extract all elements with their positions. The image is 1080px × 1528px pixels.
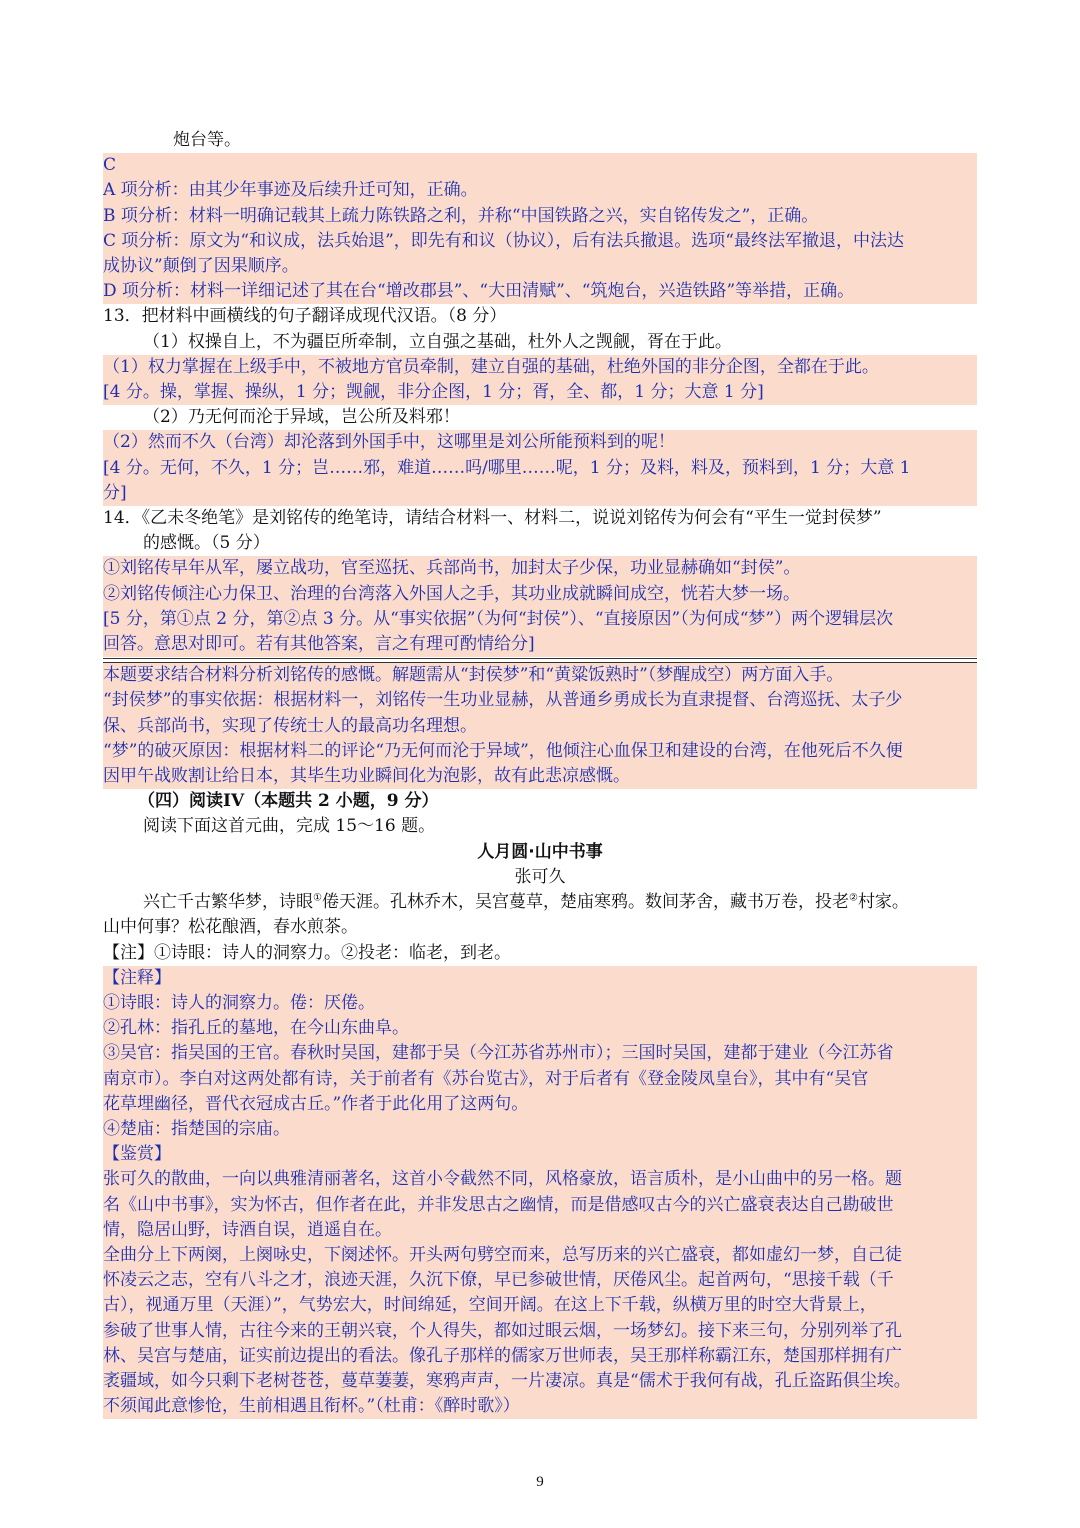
notes-block	[103, 966, 977, 1420]
appreciation-p2-line4: 参破了世事人情，古往今来的王朝兴衰，个人得失，都如过眼云烟，一场梦幻。接下来三句，分别列举了孔	[103, 1320, 902, 1341]
answer-block-q12	[103, 153, 977, 304]
analysis-a: A 项分析：由其少年事迹及后续升迁可知，正确。	[103, 180, 478, 201]
appreciation-p1-line1: 张可久的散曲，一向以典雅清丽著名，这首小令截然不同，风格豪放，语言质朴，是小山曲中的另一格。题	[103, 1169, 902, 1190]
poem-title: 人月圆·山中书事	[477, 841, 603, 862]
note-4: ④楚庙：指楚国的宗庙。	[103, 1118, 290, 1139]
note-2: ②孔林：指孔丘的墓地，在今山东曲阜。	[103, 1018, 409, 1039]
q14-score-line1: [5 分，第①点 2 分，第②点 3 分。从“事实依据”（为何“封侯”）、“直接原因”（为何成“梦”）两个逻辑层次	[103, 608, 894, 629]
q14-analysis-block	[103, 663, 977, 789]
section-4-instruction: 阅读下面这首元曲，完成 15～16 题。	[143, 816, 436, 837]
q14-analysis-3: 保、兵部尚书，实现了传统士人的最高功名理想。	[103, 715, 477, 736]
question-13-title: 13．把材料中画横线的句子翻译成现代汉语。（8 分）	[103, 306, 507, 327]
appreciation-p1-line3: 情，隐居山野，诗酒自误，逍遥自在。	[103, 1219, 392, 1240]
q14-analysis-5: 因甲午战败割让给日本，其毕生功业瞬间化为泡影，故有此悲凉感慨。	[103, 766, 630, 787]
q14-point-1: ①刘铭传早年从军，屡立战功，官至巡抚、兵部尚书，加封太子少保，功业显赫确如“封侯”。	[103, 558, 801, 579]
q14-analysis-2: “封侯梦”的事实依据：根据材料一，刘铭传一生功业显赫，从普通乡勇成长为直隶提督、台湾巡抚、太子少	[103, 690, 903, 711]
appreciation-p2-line6: 袤疆域，如今只剩下老树苍苍，蔓草萋萋，寒鸦声声，一片凄凉。真是“儒术于我何有战，孔丘盗跖俱尘埃。	[103, 1370, 911, 1391]
answer-choice: C	[103, 155, 117, 176]
analysis-b: B 项分析：材料一明确记载其上疏力陈铁路之利，并称“中国铁路之兴，实自铭传发之”，正确。	[103, 205, 819, 226]
poem-line-1: 兴亡千古繁华梦，诗眼①倦天涯。孔林乔木，吴宫蔓草，楚庙寒鸦。数间茅舍，藏书万卷，投老②村家。	[143, 892, 909, 913]
appreciation-p2-line3: 古），视通万里（天涯）”，气势宏大，时间绵延，空间开阔。在这上下千载，纵横万里的时空大背景上，	[103, 1295, 877, 1316]
q13-answer-1-block	[103, 355, 977, 405]
q13-score-1: [4 分。操，掌握、操纵，1 分；觊觎，非分企图，1 分；胥，全、都，1 分；大意 1 分]	[103, 382, 764, 403]
appreciation-heading: 【鉴赏】	[103, 1144, 171, 1165]
appreciation-p2-line5: 林、吴宫与楚庙，证实前边提出的看法。像孔子那样的儒家万世师表，吴王那样称霸江东，楚国那样拥有广	[103, 1345, 902, 1366]
footnote-marker-1: ①	[313, 892, 322, 904]
appreciation-p2-line1: 全曲分上下两阕，上阕咏史，下阕述怀。开头两句劈空而来，总写历来的兴亡盛衰，都如虚幻一梦，自己徒	[103, 1244, 902, 1265]
q13-score-2-line2: 分]	[103, 482, 127, 503]
q14-answer-block	[103, 556, 977, 657]
poem-author: 张可久	[514, 866, 566, 887]
note-3-line1: ③吴官：指吴国的王官。春秋时吴国，建都于吴（今江苏省苏州市）；三国时吴国，建都于建业（今江苏省	[103, 1043, 894, 1064]
appreciation-p2-line2: 怀凌云之志，空有八斗之才，浪迹天涯，久沉下僚，早已参破世情，厌倦风尘。起首两句，“思接千载（千	[103, 1270, 894, 1291]
page-number: 9	[536, 1474, 544, 1490]
analysis-d: D 项分析：材料一详细记述了其在台“增改郡县”、“大田清赋”、“筑炮台，兴造铁路”等举措，正确。	[103, 281, 855, 302]
poem-line-2: 山中何事？松花酿酒，春水煎茶。	[103, 917, 358, 938]
q14-point-2: ②刘铭传倾注心力保卫、治理的台湾落入外国人之手，其功业成就瞬间成空，恍若大梦一场。	[103, 583, 800, 604]
appreciation-p1-line2: 名《山中书事》，实为怀古，但作者在此，并非发思古之幽情，而是借感叹古今的兴亡盛衰表达自己勘破世	[103, 1194, 894, 1215]
question-14-title-line2: 的感慨。（5 分）	[143, 533, 270, 554]
q14-analysis-4: “梦”的破灭原因：根据材料二的评论“乃无何而沦于异域”，他倾注心血保卫和建设的台湾，在他死后不久便	[103, 740, 903, 761]
footnote-marker-2: ②	[848, 892, 858, 904]
q13-answer-1: （1）权力掌握在上级手中，不被地方官员牵制，建立自强的基础，杜绝外国的非分企图，全都在于此。	[103, 356, 879, 377]
note-3-line2: 南京市）。李白对这两处都有诗，关于前者有《苏台览古》，对于后者有《登金陵凤皇台》，其中有“吴官	[103, 1068, 869, 1089]
q14-score-line2: 回答。意思对即可。若有其他答案，言之有理可酌情给分]	[103, 634, 535, 655]
continued-text: 炮台等。	[173, 130, 241, 150]
document-page	[103, 128, 977, 1419]
q13-sentence-2: （2）乃无何而沦于异域，岂公所及料邪！	[143, 407, 460, 428]
appreciation-p2-line7: 不须闻此意惨怆，生前相遇且衔杯。”（杜甫：《醉时歌》）	[103, 1396, 520, 1417]
section-4-title: （四）阅读IV（本题共 2 小题，9 分）	[138, 791, 439, 812]
q13-answer-2-block	[103, 430, 977, 506]
poem-note: 【注】①诗眼：诗人的洞察力。②投老：临老，到老。	[103, 942, 511, 963]
analysis-c-line1: C 项分析：原文为“和议成，法兵始退”，即先有和议（协议），后有法兵撤退。选项“最终法军撤退，中法达	[103, 230, 904, 251]
q13-sentence-1: （1）权操自上，不为疆臣所牵制，立自强之基础，杜外人之觊觎，胥在于此。	[143, 331, 732, 352]
note-1: ①诗眼：诗人的洞察力。倦：厌倦。	[103, 992, 375, 1013]
q14-analysis-1: 本题要求结合材料分析刘铭传的感慨。解题需从“封侯梦”和“黄粱饭熟时”（梦醒成空）两方面入手。	[103, 665, 844, 686]
question-14-title-line1: 14．《乙未冬绝笔》是刘铭传的绝笔诗，请结合材料一、材料二，说说刘铭传为何会有“平生一觉封侯梦”	[103, 508, 882, 529]
q13-score-2-line1: [4 分。无何，不久，1 分；岂……邪，难道……吗/哪里……呢，1 分；及料，料及，预料到，1 分；大意 1	[103, 457, 911, 478]
q13-answer-2: （2）然而不久（台湾）却沦落到外国手中，这哪里是刘公所能预料到的呢！	[103, 432, 675, 453]
notes-heading: 【注释】	[103, 967, 171, 988]
analysis-c-line2: 成协议”颠倒了因果顺序。	[103, 256, 299, 277]
note-3-line3: 花草埋幽径，晋代衣冠成古丘。”作者于此化用了这两句。	[103, 1093, 529, 1114]
